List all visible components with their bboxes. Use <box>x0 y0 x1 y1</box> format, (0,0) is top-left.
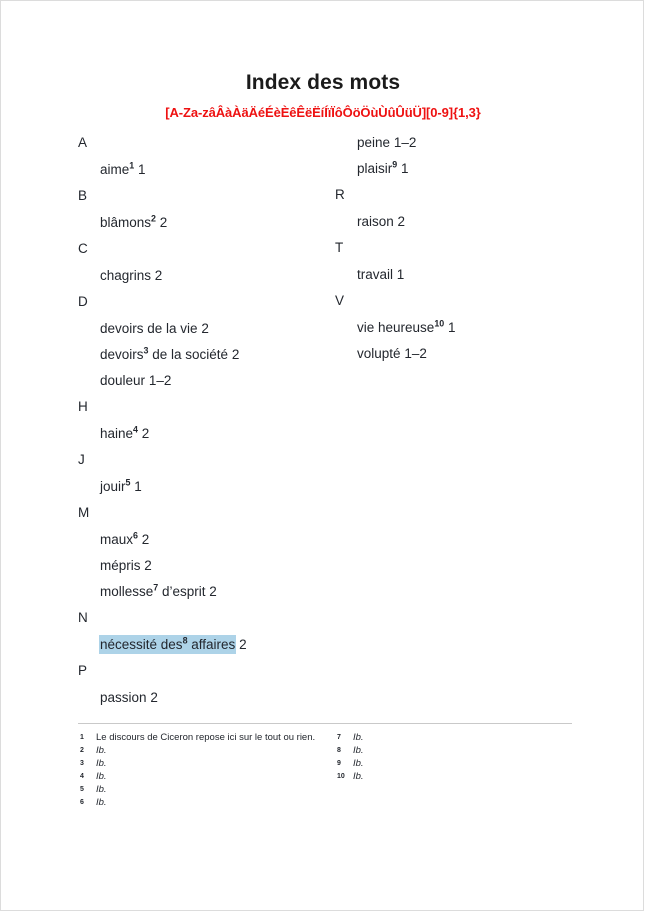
index-entry[interactable] <box>335 158 585 184</box>
index-letter-heading: J <box>78 452 85 467</box>
index-entry-term-text: mollesse <box>100 584 154 599</box>
index-entry-pages: 2 <box>231 347 240 362</box>
index-entry-pages: 1 <box>401 161 409 176</box>
index-entry-term <box>100 347 228 362</box>
footnote-reference[interactable]: 1 <box>129 160 135 171</box>
footnote-marker: 6 <box>80 798 84 806</box>
index-entry-term-text: aime <box>100 162 130 177</box>
index-entry-term <box>100 162 134 177</box>
index-entry[interactable] <box>78 634 328 660</box>
index-entry-pages: 2 <box>141 426 150 441</box>
footnote-reference[interactable]: 2 <box>151 213 156 224</box>
index-letter-heading: V <box>335 293 345 308</box>
footnote-text: Ib. <box>96 744 107 756</box>
index-entry-term-text: devoirs de la vie <box>100 321 198 336</box>
index-entry-term-tail: affaires <box>187 637 236 652</box>
index-letter-heading: M <box>78 505 90 520</box>
footnote-marker: 1 <box>80 734 84 741</box>
index-entry-term-text: blâmons <box>100 215 152 230</box>
index-entry-pages: 1 <box>134 479 142 494</box>
index-entry-term <box>357 267 393 282</box>
index-entry-term <box>357 135 390 150</box>
footnote-text: Ib. <box>96 783 107 795</box>
index-letter-heading: A <box>78 135 88 150</box>
footnote-reference[interactable]: 4 <box>133 424 139 435</box>
footnote-item <box>78 758 328 770</box>
index-entry-term-text: passion <box>100 690 147 705</box>
footnote-text: Ib. <box>353 757 364 769</box>
index-entry[interactable] <box>335 317 585 343</box>
footnote-item <box>78 732 328 744</box>
index-entry-pages: 2 <box>239 637 247 652</box>
index-entry-pages: 1–2 <box>148 373 172 388</box>
index-entry-term-tail: de la société <box>148 347 229 362</box>
footnote-item <box>335 758 585 770</box>
index-entry-term <box>100 268 151 283</box>
index-entry-term <box>100 215 156 230</box>
index-entry[interactable] <box>335 343 585 369</box>
index-entry-term <box>357 346 401 361</box>
index-entry-term-tail: d’esprit <box>158 584 206 599</box>
index-entry[interactable] <box>78 370 328 396</box>
footnote-item <box>335 732 585 744</box>
index-entry[interactable] <box>78 159 328 185</box>
index-entry[interactable] <box>78 581 328 607</box>
footnote-marker: 8 <box>337 746 341 754</box>
index-entry-term <box>100 479 130 494</box>
index-entry-term-text: jouir <box>100 479 126 494</box>
footnote-marker: 3 <box>80 759 84 767</box>
footnote-marker: 9 <box>337 759 341 767</box>
index-entry-term <box>357 161 397 176</box>
index-letter-heading: N <box>78 610 88 625</box>
footnote-reference[interactable]: 10 <box>434 318 445 329</box>
index-entry-term <box>100 373 145 388</box>
footnote-marker: 4 <box>80 772 84 780</box>
index-letter-heading: C <box>78 241 88 256</box>
index-entry-term <box>100 584 206 599</box>
footnote-text: Ib. <box>353 732 364 743</box>
index-entry[interactable] <box>78 265 328 291</box>
index-entry[interactable] <box>78 555 328 581</box>
index-entry-pages: 2 <box>397 214 406 229</box>
index-entry-term-text: haine <box>100 426 134 441</box>
index-letter-heading: H <box>78 399 88 414</box>
footnote-item <box>78 745 328 757</box>
footnotes-section <box>78 732 573 827</box>
index-entry-pages: 1 <box>138 162 146 177</box>
footnote-item <box>78 771 328 783</box>
footnote-text: Ib. <box>96 796 107 808</box>
index-entry[interactable] <box>78 423 328 449</box>
index-entry-term <box>99 635 236 654</box>
footnote-text: Ib. <box>353 770 364 782</box>
index-entry[interactable] <box>78 476 328 502</box>
index-entry-term <box>357 214 394 229</box>
footnote-item <box>335 745 585 757</box>
footnote-item <box>78 797 328 809</box>
index-entry[interactable] <box>78 687 328 713</box>
index-entry-term-text: douleur <box>100 373 146 388</box>
index-column-left <box>78 132 328 713</box>
index-letter-heading: R <box>335 187 345 202</box>
footnote-column-right <box>335 732 585 784</box>
footnote-text: Ib. <box>353 744 364 756</box>
index-entry-term-text: mépris <box>100 558 141 573</box>
index-entry-term <box>100 532 138 547</box>
index-entry-pages: 1 <box>396 267 405 282</box>
footnote-reference[interactable]: 6 <box>133 530 138 541</box>
index-letter-heading: T <box>335 240 344 255</box>
footnote-marker: 10 <box>337 772 345 780</box>
index-columns <box>78 132 573 712</box>
index-entry-term-text: devoirs <box>100 347 144 362</box>
index-entry-pages: 2 <box>144 558 152 573</box>
footnote-text: Ib. <box>96 757 107 769</box>
index-entry-term-text: chagrins <box>100 268 152 283</box>
index-entry-term-text: raison <box>357 214 394 229</box>
index-entry-term-text: plaisir <box>357 161 393 176</box>
index-entry-pages: 1 <box>448 320 456 335</box>
index-entry[interactable] <box>78 318 328 344</box>
index-entry-term <box>100 426 138 441</box>
page-title: Index des mots <box>245 71 401 94</box>
footnote-reference[interactable]: 9 <box>392 159 398 170</box>
footnote-text: Le discours de Ciceron repose ici sur le tout ou rien. <box>96 732 316 743</box>
index-letter-heading: P <box>78 663 88 678</box>
index-entry[interactable] <box>335 211 585 237</box>
index-entry-pages: 2 <box>209 584 217 599</box>
index-entry-term <box>100 690 147 705</box>
index-entry-term-text: peine <box>357 135 391 150</box>
index-entry-term <box>100 321 198 336</box>
footnote-reference[interactable]: 7 <box>153 582 159 593</box>
index-entry-pages: 2 <box>201 321 209 336</box>
index-entry-pages: 1–2 <box>404 346 427 361</box>
footnote-column-left <box>78 732 328 809</box>
index-entry[interactable] <box>335 132 585 158</box>
footnote-marker: 2 <box>80 746 84 754</box>
index-entry-term-text: nécessité des <box>100 637 183 652</box>
footnote-item <box>335 771 585 783</box>
index-letter-heading: B <box>78 188 88 203</box>
index-entry-pages: 2 <box>141 532 150 547</box>
index-column-right <box>335 132 585 369</box>
footnote-marker: 5 <box>80 785 84 793</box>
footnote-separator <box>78 723 572 724</box>
index-entry[interactable] <box>78 344 328 370</box>
index-entry-term-text: maux <box>100 532 134 547</box>
index-entry-pages: 1–2 <box>393 135 417 150</box>
regex-pattern-line: [A-Za-zâÂàÀäÄéÉèÈêÊëËíÍïÏôÔöÖùÙûÛüÜ][0-9]{1,3} <box>165 105 481 120</box>
footnote-reference[interactable]: 3 <box>143 345 149 356</box>
index-entry-term-text: travail <box>357 267 394 282</box>
index-entry-term <box>357 320 444 335</box>
index-entry-pages: 2 <box>154 268 163 283</box>
footnote-item <box>78 784 328 796</box>
index-entry[interactable] <box>335 264 585 290</box>
footnote-text: Ib. <box>96 770 107 782</box>
footnote-reference[interactable]: 8 <box>182 635 188 646</box>
footnote-marker: 7 <box>337 734 341 741</box>
index-entry-pages: 2 <box>150 690 158 705</box>
index-entry[interactable] <box>78 212 328 238</box>
index-letter-heading: D <box>78 294 88 309</box>
footnote-reference[interactable]: 5 <box>125 477 131 488</box>
index-entry-pages: 2 <box>159 215 168 230</box>
index-entry-term <box>100 558 141 573</box>
index-entry-term-text: vie heureuse <box>357 320 435 335</box>
index-entry[interactable] <box>78 529 328 555</box>
index-entry-term-text: volupté <box>357 346 401 361</box>
